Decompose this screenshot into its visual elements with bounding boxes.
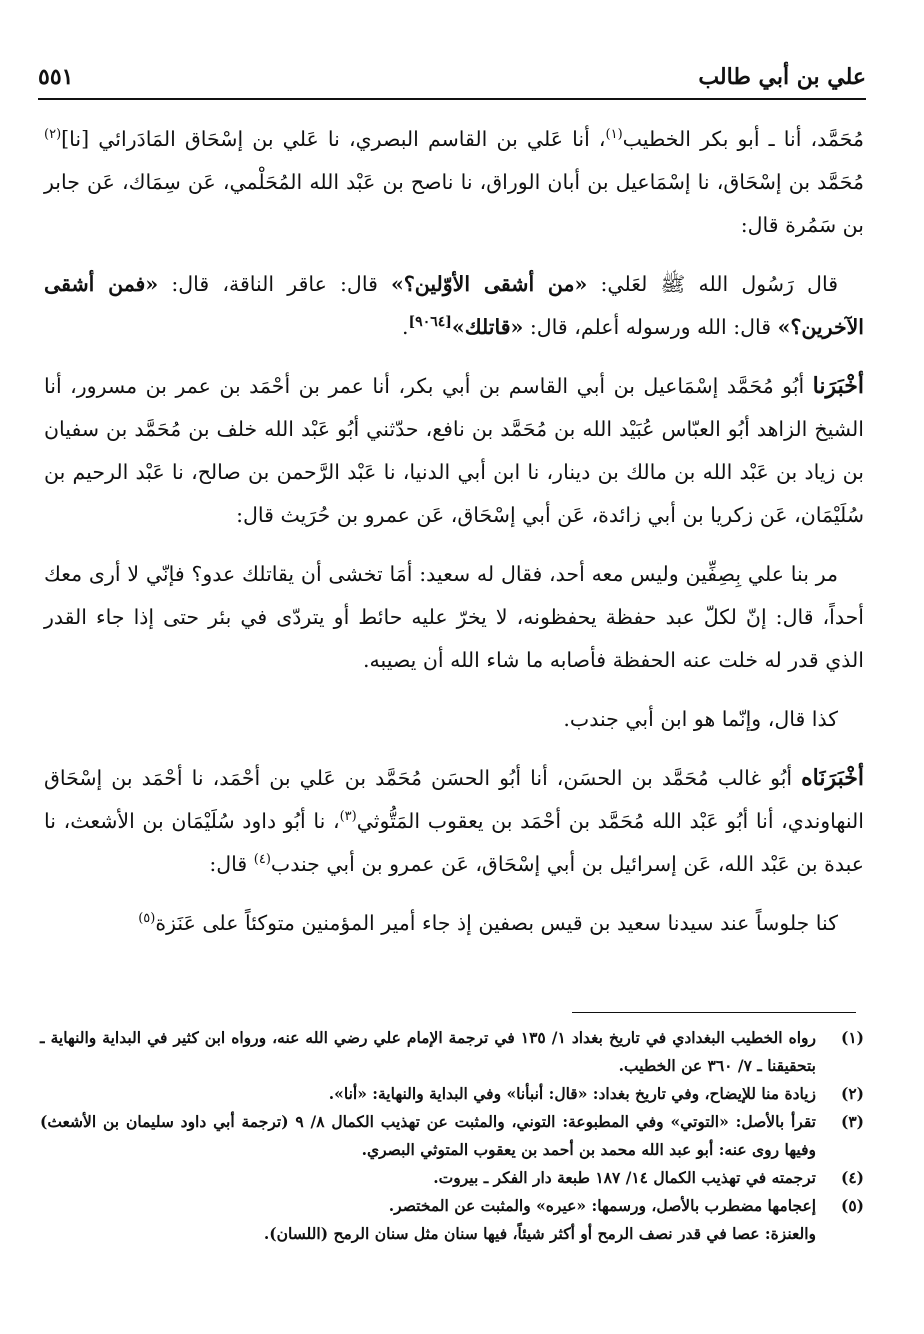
footnote-2 (40, 1080, 864, 1108)
text-run: كذا قال، وإنّما هو ابن أبي جندب. (563, 707, 838, 731)
footnote-number: (٢) (840, 1084, 864, 1103)
hadith-quote: «من أشقى الأوّلين؟» (391, 272, 588, 296)
footnote-number: (٤) (840, 1168, 864, 1187)
text-run: ، نا أبُو داود سُلَيْمَان بن الأشعث، نا عبدة بن عَبْد الله، عَن إسرائيل بن أبي إسْحَاق، عَن عمرو بن أبي جندب (44, 809, 864, 876)
paragraph-2 (44, 263, 864, 349)
isnad-lead-word: أخْبَرَنا (812, 373, 864, 399)
paragraph-3 (44, 365, 864, 537)
footnote-text: ترجمته في تهذيب الكمال ١٤/ ١٨٧ طبعة دار الفكر ـ بيروت. (433, 1168, 816, 1187)
isnad-lead-word: أخْبَرَنَاه (801, 765, 864, 791)
text-run: . (402, 315, 409, 339)
text-run: ، أنا عَلي بن القاسم البصري، نا عَلي بن إسْحَاق المَادَرائي [نا] (61, 127, 606, 151)
footnote-number: (١) (840, 1028, 864, 1047)
footnote-1 (40, 1024, 864, 1080)
running-title: علي بن أبي طالب (698, 64, 866, 90)
footnote-ref: (٣) (339, 809, 357, 825)
footnote-text: زيادة منا للإيضاح، وفي تاريخ بغداد: «قال: أنبأنا» وفي البداية والنهاية: «أنا». (328, 1084, 816, 1103)
main-text (44, 118, 864, 961)
text-run: أبُو مُحَمَّد إسْمَاعيل بن أبي القاسم بن أبي بكر، أنا عمر بن أحْمَد بن عمر بن مسرور، أنا الشيخ الزاهد أبُو العبّاس عُبَيْد الله بن مُحَمَّد بن نافع، حدّثني أبُو عَبْد الله خلف بن مُحَمَّد بن سفيان بن زياد بن عَبْد الله بن مالك بن دينار، نا ابن أبي الدنيا، نا عَبْد الرَّحمن بن صالح، نا عَبْد الرحيم بن سُلَيْمَان، عَن زكريا بن أبي زائدة، عَن أبي إسْحَاق، عَن عمرو بن حُرَيث قال: (44, 374, 864, 527)
paragraph-1 (44, 118, 864, 247)
footnote-text: رواه الخطيب البغدادي في تاريخ بغداد ١/ ١٣٥ في ترجمة الإمام علي رضي الله عنه، ورواه ابن كثير في البداية والنهاية ـ بتحقيقنا ـ ٧/ ٣٦٠ عن الخطيب. (40, 1028, 817, 1075)
footnote-ref: (١) (605, 127, 623, 143)
paragraph-6 (44, 757, 864, 886)
footnote-ref: (٥) (138, 911, 156, 927)
footnote-number: (٥) (840, 1196, 864, 1215)
text-run: قال: عاقر الناقة، قال: (158, 272, 392, 296)
paragraph-5 (44, 698, 864, 741)
text-run: أبُو غالب مُحَمَّد بن الحسَن، أنا أبُو الحسَن مُحَمَّد بن عَلي بن أحْمَد، نا أحْمَد بن إسْحَاق النهاوندي، أنا أبُو عَبْد الله مُحَمَّد بن أحْمَد بن يعقوب المَتُّوثي (44, 766, 864, 833)
footnotes (40, 1024, 864, 1248)
footnote-4 (40, 1164, 864, 1192)
footnote-number: (٣) (840, 1112, 864, 1131)
footnote-text: إعجامها مضطرب بالأصل، ورسمها: «عيره» والمثبت عن المختصر. (388, 1196, 816, 1215)
hadith-quote: «فمن أشقى الآخرين؟» (44, 272, 864, 339)
page-number: ٥٥١ (38, 64, 74, 90)
footnote-text: تقرأ بالأصل: «التوتي» وفي المطبوعة: التوني، والمثبت عن تهذيب الكمال ٨/ ٩ (ترجمة أبي داود سليمان بن الأشعث) وفيها روى عنه: أبو عبد الله محمد بن أحمد بن يعقوب المتوثي البصري. (40, 1112, 816, 1159)
text-run: قال: الله ورسوله أعلم، قال: (523, 315, 778, 339)
text-run: قال: (209, 852, 254, 876)
page-header (38, 60, 866, 100)
text-run: مُحَمَّد، أنا ـ أبو بكر الخطيب (622, 127, 864, 151)
footnote-ref: (٢) (44, 127, 62, 143)
paragraph-4 (44, 553, 864, 682)
paragraph-7 (44, 902, 864, 945)
footnote-3 (40, 1108, 864, 1164)
footnote-ref: (٤) (253, 852, 271, 868)
text-run: كنا جلوساً عند سيدنا سعيد بن قيس بصفين إذ جاء أمير المؤمنين متوكئاً على عَنَزة (155, 911, 838, 935)
text-run: قال رَسُول الله ﷺ لعَلي: (587, 272, 838, 296)
footnote-5-continuation: والعنزة: عصا في قدر نصف الرمح أو أكثر شيئاً، فيها سنان مثل سنان الرمح (اللسان). (263, 1224, 816, 1243)
footnote-divider (572, 1012, 856, 1013)
text-run: مُحَمَّد بن إسْحَاق، نا إسْمَاعيل بن أبان الوراق، نا ناصح بن عَبْد الله المُحَلْمي، عَن سِمَاك، عَن جابر بن سَمُرة قال: (44, 170, 864, 237)
text-run: مر بنا علي بِصِفِّين وليس معه أحد، فقال له سعيد: أمَا تخشى أن يقاتلك عدو؟ فإنّي لا أرى معك أحداً، قال: إنّ لكلّ عبد حفظة يحفظونه، لا يخرّ عليه حائط أو يتردّى في بئر حتى إذا جاء القدر الذي قدر له خلت عنه الحفظة فأصابه ما شاء الله أن يصيبه. (44, 562, 864, 672)
hadith-number: [٩٠٦٤] (408, 314, 452, 331)
footnote-5 (40, 1192, 864, 1220)
hadith-quote: «قاتلك» (451, 315, 524, 339)
